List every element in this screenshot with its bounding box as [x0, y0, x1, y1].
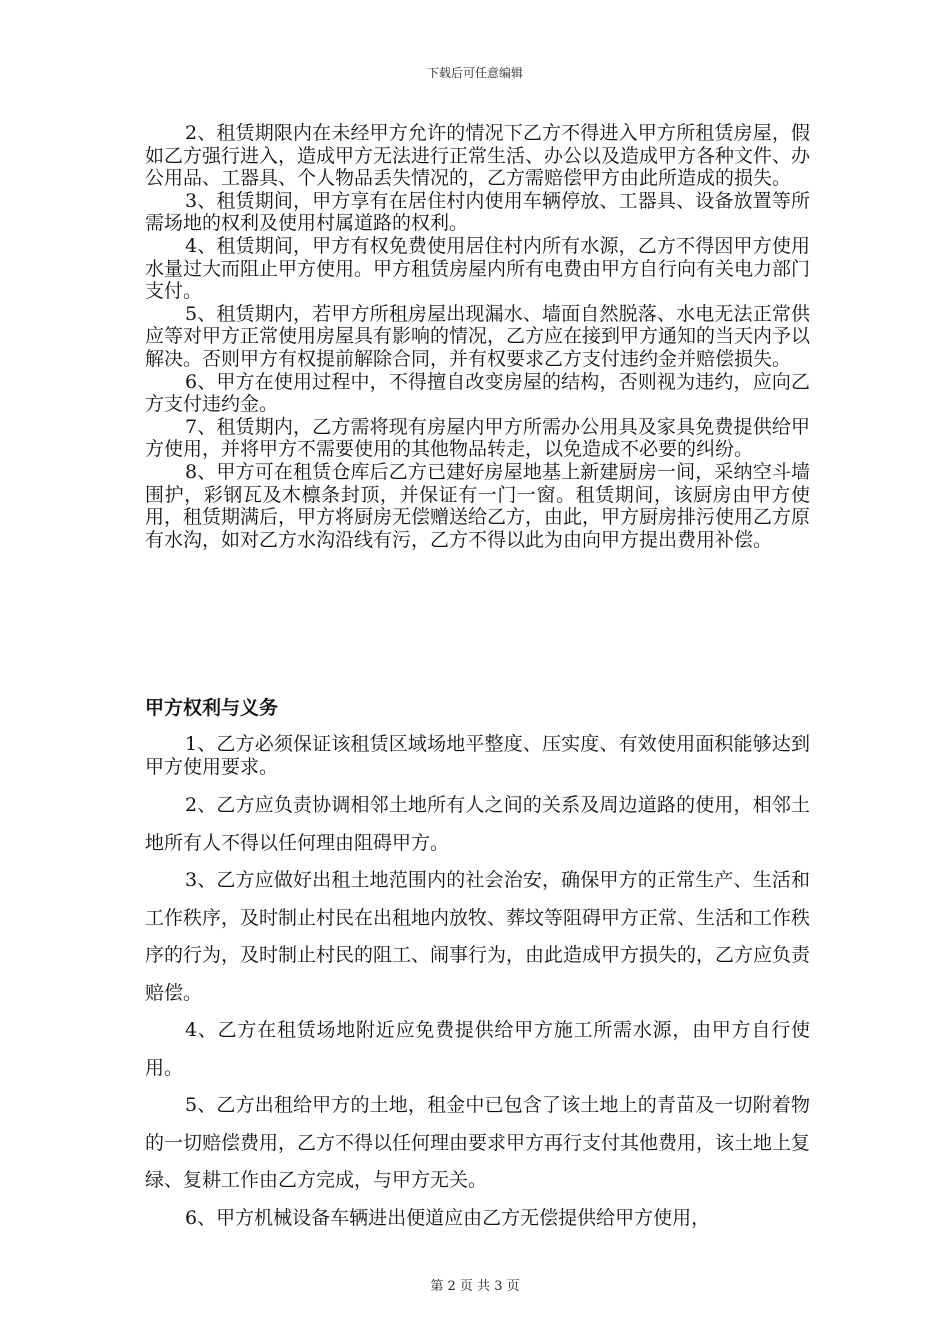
obligation-1-paragraph: 1、乙方必须保证该租赁区域场地平整度、压实度、有效使用面积能够达到甲方使用要求。: [145, 733, 810, 778]
obligation-2-paragraph: 2、乙方应负责协调相邻土地所有人之间的关系及周边道路的使用，相邻土地所有人不得以任何理由阻碍甲方。: [145, 794, 810, 854]
section-2-body: [145, 733, 810, 1237]
obligation-6-paragraph: 6、甲方机械设备车辆进出便道应由乙方无偿提供给甲方使用，: [185, 1206, 711, 1229]
section-1-body: [145, 122, 810, 551]
clause-7-paragraph: 7、租赁期内，乙方需将现有房屋内甲方所需办公用具及家具免费提供给甲方使用，并将甲方不需要使用的其他物品转走，以免造成不必要的纠纷。: [145, 415, 810, 461]
clause-5-paragraph: 5、租赁期内，若甲方所租房屋出现漏水、墙面自然脱落、水电无法正常供应等对甲方正常使用房屋具有影响的情况，乙方应在接到甲方通知的当天内予以解决。否则甲方有权提前解除合同，并有权要求乙方支付违约金并赔偿损失。: [145, 302, 811, 370]
page-footer: 第 2 页 共 3 页: [430, 1279, 520, 1294]
obligation-4-paragraph: 4、乙方在租赁场地附近应免费提供给甲方施工所需水源，由甲方自行使用。: [145, 1019, 810, 1079]
section-heading: 甲方权利与义务: [145, 697, 279, 719]
clause-2-paragraph: 2、租赁期限内在未经甲方允许的情况下乙方不得进入甲方所租赁房屋，假如乙方强行进入，造成甲方无法进行正常生活、办公以及造成甲方各种文件、办公用品、工器具、个人物品丢失情况的，乙方需赔偿甲方由此所造成的损失。: [145, 122, 811, 190]
page-header: 下载后可任意编辑: [426, 66, 523, 80]
clause-3-paragraph: 3、租赁期间，甲方享有在居住村内使用车辆停放、工器具、设备放置等所需场地的权利及使用村属道路的权利。: [145, 189, 810, 235]
obligation-5-paragraph: 5、乙方出租给甲方的土地，租金中已包含了该土地上的青苗及一切附着物的一切赔偿费用，乙方不得以任何理由要求甲方再行支付其他费用，该土地上复绿、复耕工作由乙方完成，与甲方无关。: [145, 1094, 811, 1192]
clause-6-paragraph: 6、甲方在使用过程中，不得擅自改变房屋的结构，否则视为违约，应向乙方支付违约金。: [145, 370, 810, 416]
clause-4-paragraph: 4、租赁期间，甲方有权免费使用居住村内所有水源，乙方不得因甲方使用水量过大而阻止甲方使用。甲方租赁房屋内所有电费由甲方自行向有关电力部门支付。: [145, 234, 811, 303]
obligation-3-paragraph: 3、乙方应做好出租土地范围内的社会治安，确保甲方的正常生产、生活和工作秩序，及时制止村民在出租地内放牧、葬坟等阻碍甲方正常、生活和工作秩序的行为，及时制止村民的阻工、闹事行为，由此造成甲方损失的，乙方应负责赔偿。: [145, 869, 811, 1004]
clause-8-paragraph: 8、甲方可在租赁仓库后乙方已建好房屋地基上新建厨房一间，采纳空斗墙围护，彩钢瓦及木檩条封顶，并保证有一门一窗。租赁期间，该厨房由甲方使用，租赁期满后，甲方将厨房无偿赠送给乙方，由此，甲方厨房排污使用乙方原有水沟，如对乙方水沟沿线有污，乙方不得以此为由向甲方提出费用补偿。: [145, 460, 811, 551]
